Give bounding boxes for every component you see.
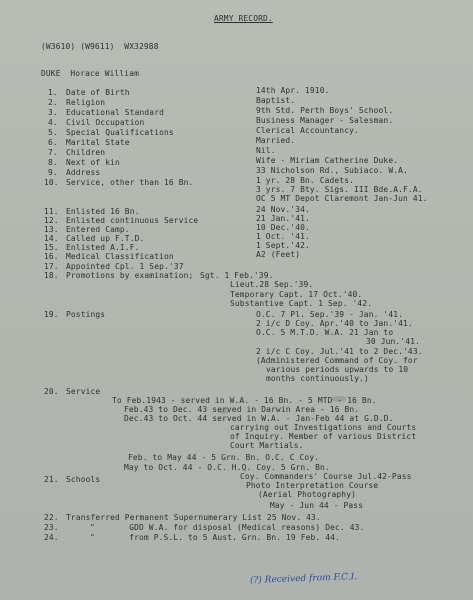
posting-line: 2 i/c D Coy. Apr.'40 to Jan.'41. xyxy=(256,319,413,328)
item-value: 33 Nicholson Rd., Subiaco. W.A. xyxy=(256,166,408,175)
item-label: Medical Classification xyxy=(66,252,174,261)
ink-smudge xyxy=(218,408,230,414)
item-label: Children xyxy=(66,148,106,157)
item-number: 16. xyxy=(44,252,59,261)
transfer-line: Transferred Permanent Supernumerary List 25 Nov. 43. xyxy=(66,513,321,522)
service-line: Feb.43 to Dec. 43 served in Darwin Area - 16 Bn. xyxy=(124,405,360,414)
soldier-name: DUKE Horace William xyxy=(41,69,140,78)
item-value: 1 yr. 28 Bn. Cadets. xyxy=(256,176,355,185)
item-label: Entered Camp. xyxy=(66,225,130,234)
item-number: 23. xyxy=(44,523,59,532)
item-value: 1 Sept.'42. xyxy=(256,241,310,250)
item-value: A2 (Feet) xyxy=(256,250,301,259)
posting-line: months continuously.) xyxy=(266,374,369,383)
item-number: 22. xyxy=(44,513,59,522)
item-label: Next of kin xyxy=(66,158,120,167)
item-value: 9th Std. Perth Boys' School. xyxy=(256,106,394,115)
service-line: carrying out Investigations and Courts xyxy=(230,423,417,432)
item-number: 12. xyxy=(44,216,59,225)
transfer-line: " from P.S.L. to 5 Aust. Grn. Bn. 19 Feb. 44. xyxy=(90,533,340,542)
posting-line: (Administered Command of Coy. for xyxy=(256,356,418,365)
item-label: Special Qualifications xyxy=(66,128,174,137)
item-label: Called up F.T.D. xyxy=(66,234,145,243)
page-title: ARMY RECORD. xyxy=(214,14,273,23)
school-line: Coy. Commanders' Course Jul.42-Pass xyxy=(240,472,412,481)
item-value: Clerical Accountancy. xyxy=(256,126,359,135)
item-number: 1. xyxy=(48,88,58,97)
posting-line: 2 i/c C Coy. Jul.'41 to 2 Dec.'43. xyxy=(256,347,423,356)
service-line: Dec.43 to Oct. 44 served in W.A. - Jan-Feb 44 at G.D.D. xyxy=(124,414,394,423)
item-number: 21. xyxy=(44,475,59,484)
item-value: 21 Jan.'41. xyxy=(256,214,310,223)
item-number: 11. xyxy=(44,207,59,216)
item-label: Schools xyxy=(66,475,101,484)
item-label: Educational Standard xyxy=(66,108,165,117)
item-value-cont: OC 5 MT Depot Claremont Jan-Jun 41. xyxy=(256,194,428,203)
item-value: Married. xyxy=(256,136,296,145)
item-value: 1 Oct. '41. xyxy=(256,232,310,241)
promotion-line: Substantive Capt. 1 Sep. '42. xyxy=(230,299,373,308)
item-label: Service, other than 16 Bn. xyxy=(66,178,194,187)
item-number: 17. xyxy=(44,262,59,271)
service-line: To Feb.1943 - served in W.A. - 16 Bn. - 5 MTD - 16 Bn. xyxy=(112,396,377,405)
posting-line: 30 Jun.'41. xyxy=(366,337,420,346)
item-value: Nil. xyxy=(256,146,276,155)
item-number: 3. xyxy=(48,108,58,117)
item-number: 10. xyxy=(44,178,59,187)
school-line: (Aerial Photography) xyxy=(258,490,357,499)
item-label: Civil Occupation xyxy=(66,118,145,127)
ink-smudge xyxy=(332,396,346,402)
item-number: 7. xyxy=(48,148,58,157)
posting-line: O.C. 7 Pl. Sep.'39 - Jan. '41. xyxy=(256,310,404,319)
service-numbers: (W3610) (W9611) WX32988 xyxy=(41,42,159,51)
item-number: 13. xyxy=(44,225,59,234)
item-number: 5. xyxy=(48,128,58,137)
item-value-cont: 3 yrs. 7 Bty. Sigs. III Bde.A.F.A. xyxy=(256,185,423,194)
item-value: Wife - Miriam Catherine Duke. xyxy=(256,156,399,165)
item-number: 14. xyxy=(44,234,59,243)
transfer-line: " GDD W.A. for disposal (Medical reasons) Dec. 43. xyxy=(90,523,365,532)
item-number: 8. xyxy=(48,158,58,167)
item-label: Postings xyxy=(66,310,106,319)
item-label: Appointed Cpl. 1 Sep.'37 xyxy=(66,262,184,271)
item-label: Service xyxy=(66,387,101,396)
promotion-line: Lieut.28 Sep.'39. xyxy=(230,280,314,289)
item-label: Marital State xyxy=(66,138,130,147)
item-label: Promotions by examination; xyxy=(66,271,194,280)
item-label: Enlisted A.I.F. xyxy=(66,243,140,252)
item-label: Enlisted continuous Service xyxy=(66,216,199,225)
item-number: 6. xyxy=(48,138,58,147)
item-label: Enlisted 16 Bn. xyxy=(66,207,140,216)
item-label: Date of Birth xyxy=(66,88,130,97)
item-value: 14th Apr. 1910. xyxy=(256,86,330,95)
service-line: May to Oct. 44 - O.C. H.Q. Coy. 5 Grn. Bn. xyxy=(124,463,330,472)
item-number: 4. xyxy=(48,118,58,127)
item-number: 9. xyxy=(48,168,58,177)
item-number: 20. xyxy=(44,387,59,396)
item-value: 10 Dec.'40. xyxy=(256,223,310,232)
posting-line: various periods upwards to 10 xyxy=(266,365,409,374)
item-number: 18. xyxy=(44,271,59,280)
service-line: Feb. to May 44 - 5 Grn. Bn. O.C. C Coy. xyxy=(128,453,320,462)
item-label: Address xyxy=(66,168,101,177)
handwritten-note: (?) Received from F.C.I. xyxy=(249,572,358,586)
service-line: Court Martials. xyxy=(230,441,304,450)
item-value: 24 Nov.'34. xyxy=(256,205,310,214)
item-value: Baptist. xyxy=(256,96,296,105)
service-line: of Inquiry. Member of various District xyxy=(230,432,417,441)
school-line: Photo Interpretation Course xyxy=(246,481,379,490)
item-number: 19. xyxy=(44,310,59,319)
item-number: 15. xyxy=(44,243,59,252)
item-label: Religion xyxy=(66,98,106,107)
item-number: 24. xyxy=(44,533,59,542)
school-line: May - Jun 44 - Pass xyxy=(270,501,364,510)
promotion-line: Sgt. 1 Feb.'39. xyxy=(200,271,274,280)
promotion-line: Temporary Capt. 17 Oct.'40. xyxy=(230,290,363,299)
item-number: 2. xyxy=(48,98,58,107)
posting-line: O.C. 5 M.T.D. W.A. 21 Jan to xyxy=(256,328,394,337)
item-value: Business Manager - Salesman. xyxy=(256,116,394,125)
